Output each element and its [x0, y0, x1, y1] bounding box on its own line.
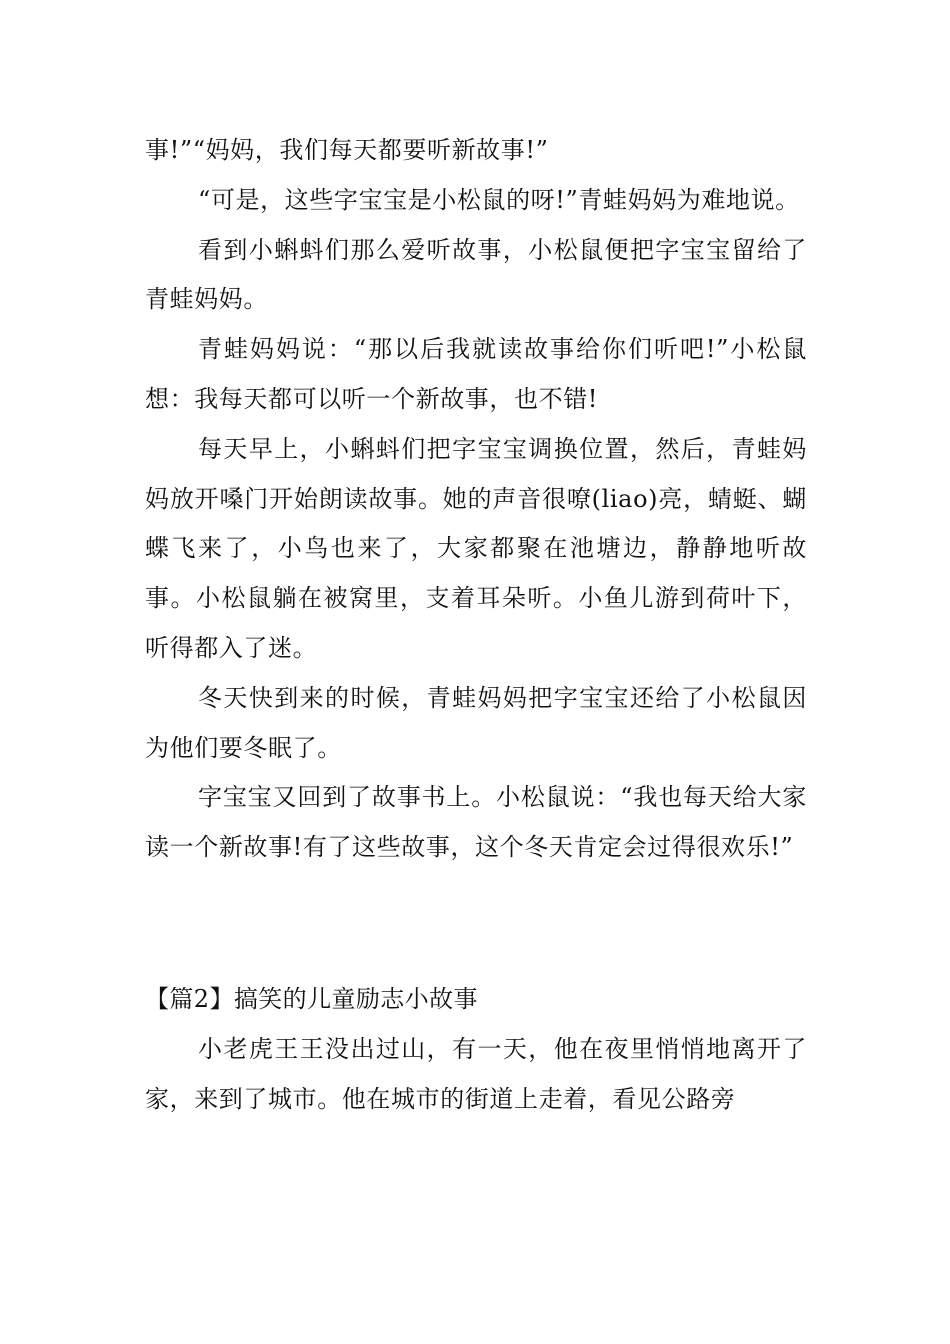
paragraph-continuation: 事!”“妈妈，我们每天都要听新故事!”	[145, 136, 549, 164]
section-heading: 【篇2】搞笑的儿童励志小故事	[145, 984, 478, 1013]
paragraph: 冬天快到来的时候，青蛙妈妈把字宝宝还给了小松鼠因为他们要冬眠了。	[145, 683, 807, 762]
paragraph: “可是，这些字宝宝是小松鼠的呀!”青蛙妈妈为难地说。	[198, 185, 800, 214]
paragraph: 青蛙妈妈说：“那以后我就读故事给你们听吧!”小松鼠想：我每天都可以听一个新故事，也不错!	[145, 335, 807, 413]
paragraph: 每天早上，小蝌蚪们把字宝宝调换位置，然后，青蛙妈妈放开嗓门开始朗读故事。她的声音很嘹(liao)亮，蜻蜓、蝴蝶飞来了，小鸟也来了，大家都聚在池塘边，静静地听故事。小松鼠躺在被窝里，支着耳朵听。小鱼儿游到荷叶下，听得都入了迷。	[145, 434, 807, 662]
paragraph: 小老虎王王没出过山，有一天，他在夜里悄悄地离开了家，来到了城市。他在城市的街道上走着，看见公路旁	[145, 1034, 807, 1113]
document-body	[145, 126, 807, 1124]
section-spacer	[145, 873, 807, 975]
paragraph: 字宝宝又回到了故事书上。小松鼠说：“我也每天给大家读一个新故事!有了这些故事，这个冬天肯定会过得很欢乐!”	[145, 783, 807, 862]
paragraph: 看到小蝌蚪们那么爱听故事，小松鼠便把字宝宝留给了青蛙妈妈。	[145, 235, 807, 314]
